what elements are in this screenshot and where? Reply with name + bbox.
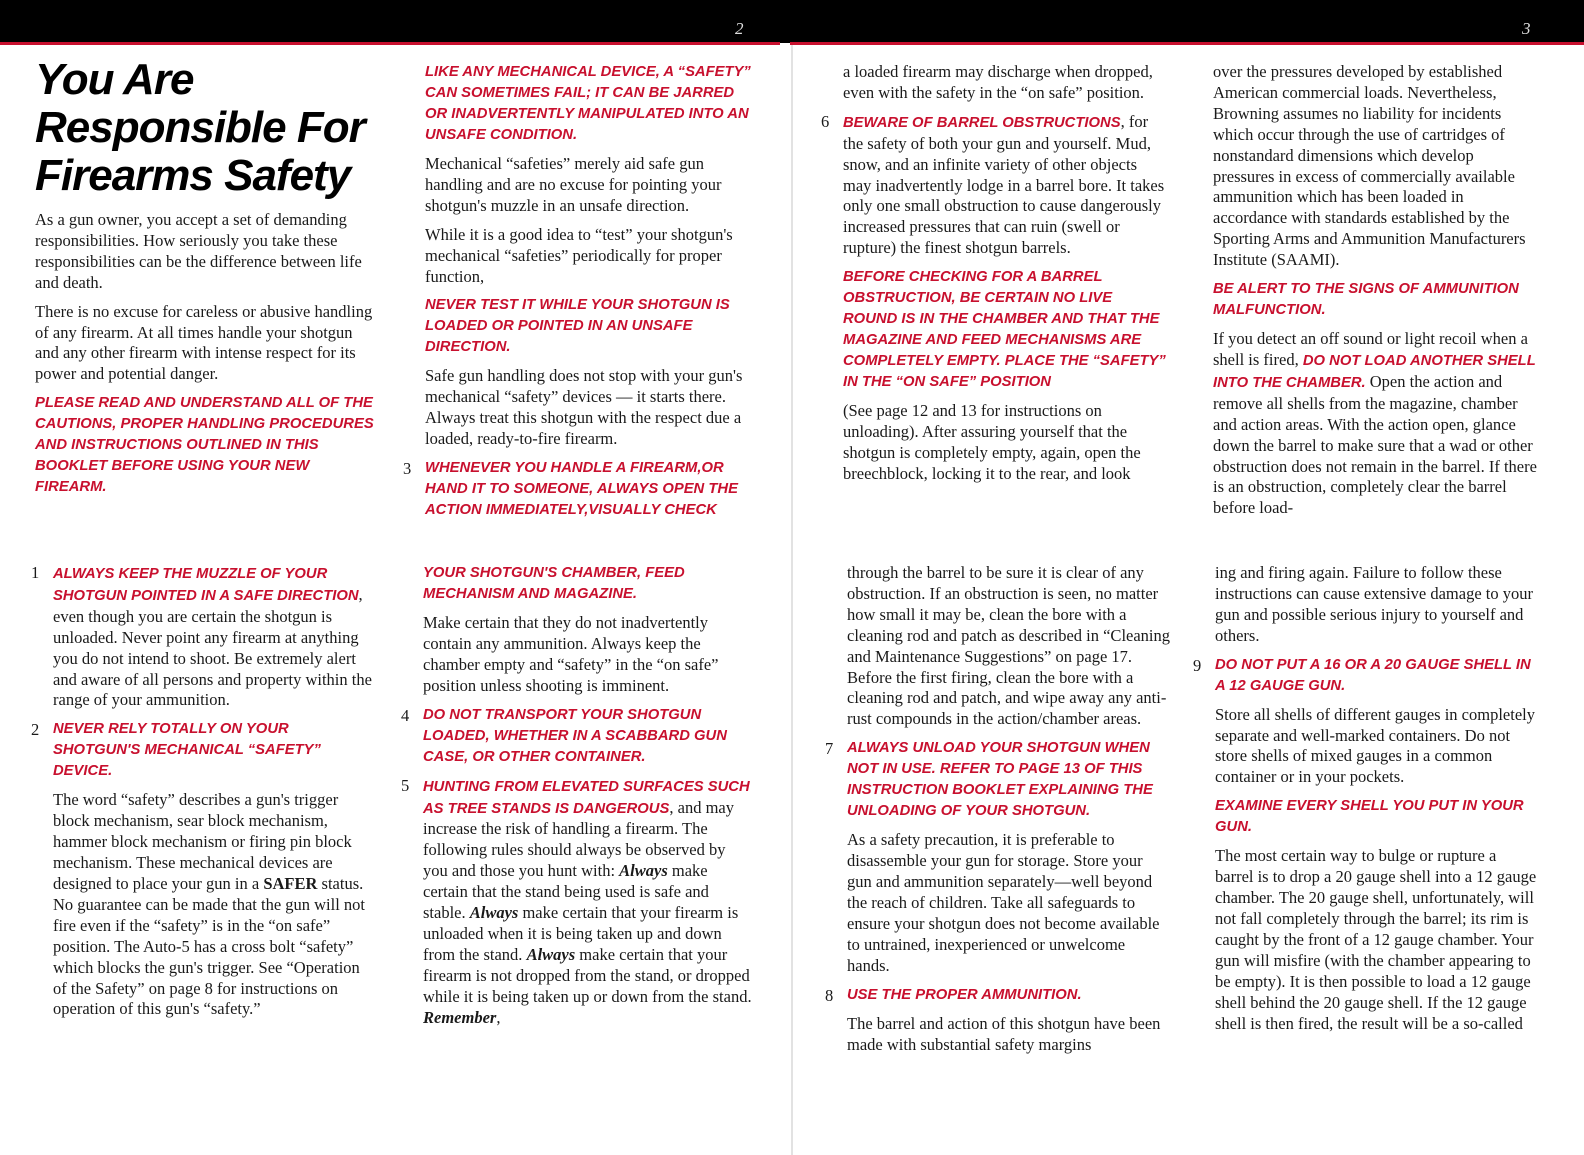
text: , and may increase the risk of handling a firearm. The following rules should always be observed by you and those you hunt with: bbox=[423, 797, 734, 881]
rule-2-text: NEVER RELY TOTALLY ON YOUR SHOTGUN'S MECHANICAL “SAFETY” DEVICE. bbox=[53, 721, 321, 780]
rule-3-heading bbox=[403, 458, 755, 521]
rule-7-text: ALWAYS UNLOAD YOUR SHOTGUN WHEN NOT IN USE. REFER TO PAGE 13 OF THIS INSTRUCTION BOOKLET EXPLAINING THE UNLOADING OF YOUR SHOTGUN. bbox=[847, 740, 1153, 820]
rule-number: 7 bbox=[825, 739, 834, 759]
text: If you detect an off sound or light recoil when a shell is fired, bbox=[1213, 329, 1528, 369]
page-number-right: 3 bbox=[1522, 19, 1531, 38]
rule-4-heading bbox=[401, 705, 753, 768]
intro-paragraph-2: There is no excuse for careless or abusive handling of any firearm. At all times handle your shotgun and any other firearm with intense respect for its power and potential danger. bbox=[35, 301, 373, 384]
rule-8-heading bbox=[825, 985, 1171, 1006]
dropped-paragraph: a loaded firearm may discharge when dropped, even with the safety in the “on safe” position. bbox=[843, 62, 1153, 102]
column-2 bbox=[403, 62, 755, 529]
text: , bbox=[496, 1007, 501, 1027]
remember-word: Remember bbox=[423, 1007, 497, 1027]
rule-1-heading: ALWAYS KEEP THE MUZZLE OF YOUR SHOTGUN POINTED IN A SAFE DIRECTION bbox=[53, 566, 359, 604]
rule-number: 6 bbox=[821, 111, 830, 131]
examine-heading: EXAMINE EVERY SHELL YOU PUT IN YOUR GUN. bbox=[1215, 798, 1524, 836]
rule-number: 3 bbox=[403, 459, 412, 479]
rule-6-text: , for the safety of both your gun and yourself. Mud, snow, and an infinite variety of other objects may inadvertently lodge in a barrel bore. It takes only one small obstruction to cause dangerously increased pressures that can ruin (swell or rupture) the finest shotgun barrels. bbox=[843, 111, 1165, 258]
rule-number: 5 bbox=[401, 775, 410, 795]
storage-paragraph: As a safety precaution, it is preferable to disassemble your gun for storage. Store your gun and ammunition separately—well beyond the reach of children. Take all safeguards to ensure your shotgun does not become available to untrained, inexperienced or unwelcome hands. bbox=[847, 830, 1160, 975]
text: make certain that your firearm is not dropped from the stand, or dropped while it is being taken up or down from the stand. bbox=[423, 944, 752, 1006]
rule-8-text: USE THE PROPER AMMUNITION. bbox=[847, 986, 1082, 1003]
page-number-left: 2 bbox=[735, 19, 744, 38]
malfunction-heading: BE ALERT TO THE SIGNS OF AMMUNITION MALFUNCTION. bbox=[1213, 281, 1519, 319]
column-3 bbox=[821, 62, 1167, 493]
rule-number: 1 bbox=[31, 563, 40, 582]
unloading-paragraph: (See page 12 and 13 for instructions on unloading). After assuring yourself that the shotgun is completely empty, again, open the breechblock, locking it to the rear, and look bbox=[843, 401, 1141, 483]
rule-4-text: DO NOT TRANSPORT YOUR SHOTGUN LOADED, WHETHER IN A SCABBARD GUN CASE, OR OTHER CONTAINER. bbox=[423, 706, 727, 765]
column-6 bbox=[401, 563, 753, 1029]
column-4 bbox=[1213, 62, 1538, 527]
rule-9-heading bbox=[1193, 655, 1538, 697]
cleaning-paragraph: through the barrel to be sure it is clear of any obstruction. If an obstruction is seen, no matter how small it may be, clean the bore with a cleaning rod and patch as described in “Cleaning and Maintenance Suggestions” on page 17. Before the first firing, clean the bore with a cleaning rod and patch, and wipe away any anti-rust compounds in the action/chamber areas. bbox=[847, 563, 1171, 729]
rule-number: 8 bbox=[825, 985, 834, 1005]
text: make certain that the stand being used is safe and stable. bbox=[423, 861, 709, 923]
rule-3-text: WHENEVER YOU HANDLE A FIREARM,OR HAND IT TO SOMEONE, ALWAYS OPEN THE ACTION IMMEDIATELY,VISUALLY CHECK bbox=[425, 460, 738, 519]
safeties-paragraph: Mechanical “safeties” merely aid safe gun handling and are no excuse for pointing your shotgun's muzzle in an unsafe direction. bbox=[425, 154, 722, 215]
rule-5 bbox=[401, 776, 753, 1029]
top-black-bar bbox=[0, 0, 1584, 43]
right-red-rule bbox=[790, 42, 1584, 45]
always-word: Always bbox=[619, 861, 668, 881]
intro-paragraph: As a gun owner, you accept a set of demanding responsibilities. How seriously you take these responsibilities can be the difference between life and death. bbox=[35, 210, 362, 292]
always-word: Always bbox=[469, 903, 519, 923]
do-not-load-warning: DO NOT LOAD ANOTHER SHELL INTO THE CHAMBER. bbox=[1213, 352, 1536, 391]
safety-fail-heading: LIKE ANY MECHANICAL DEVICE, A “SAFETY” CAN SOMETIMES FAIL; IT CAN BE JARRED OR INADVERTENTLY MANIPULATED INTO AN UNSAFE CONDITION. bbox=[425, 64, 751, 143]
never-test-heading: NEVER TEST IT WHILE YOUR SHOTGUN IS LOADED OR POINTED IN AN UNSAFE DIRECTION. bbox=[425, 297, 730, 356]
rule-6-heading: BEWARE OF BARREL OBSTRUCTIONS bbox=[843, 114, 1121, 131]
safe-handling-paragraph: Safe gun handling does not stop with your gun's mechanical “safety” devices — it starts there. Always treat this shotgun with the respect due a loaded, ready-to-fire firearm. bbox=[425, 366, 743, 449]
malfunction-paragraph bbox=[1213, 329, 1538, 519]
page-title: You Are Responsible For Firearms Safety bbox=[35, 55, 365, 200]
text: The word “safety” describes a gun's trigger block mechanism, sear block mechanism, hammer block mechanism or firing pin block mechanism. These mechanical devices are designed to place your gun in a bbox=[53, 790, 352, 893]
column-8 bbox=[1193, 563, 1538, 1042]
rule-9-text: DO NOT PUT A 16 OR A 20 GAUGE SHELL IN A 12 GAUGE GUN. bbox=[1215, 656, 1531, 694]
page-gutter bbox=[791, 45, 793, 1155]
gauges-paragraph: Store all shells of different gauges in completely separate and well-marked containers. Do not store shells of mixed gauges in a common container or in your pockets. bbox=[1215, 704, 1535, 787]
rule-number: 9 bbox=[1193, 655, 1202, 675]
always-word: Always bbox=[526, 944, 576, 964]
text: status. No guarantee can be made that the gun will not fire even if the “safety” is in the “on safe” position. The Auto-5 has a cross bolt “safety” which blocks the gun's trigger. See “Operation of the Safety” on page 8 for instructions on operation of this gun's “safety.” bbox=[53, 873, 366, 1019]
rule-number: 2 bbox=[31, 720, 40, 740]
pressures-paragraph: over the pressures developed by established American commercial loads. Nevertheless, Browning assumes no liability for incidents which occur through the use of cartridges of nonstandard dimensions which develop pressures in excess of commercially available ammunition which has been loaded in accordance with standards established by the Sporting Arms and Ammunition Manufacturers Institute (SAAMI). bbox=[1213, 62, 1526, 270]
rupture-paragraph: The most certain way to bulge or rupture a barrel is to drop a 20 gauge shell into a 12 gauge chamber. The 20 gauge shell, unfortunately, will not fall completely through the barrel; its rim is caught by the front of a 12 gauge chamber. Your gun will misfire (with the chamber appearing to be empty). It is then possible to load a 12 gauge shell behind the 20 gauge shell. If the 12 gauge shell is then fired, the result will be a so-called bbox=[1215, 846, 1537, 1033]
rule-7-heading bbox=[825, 738, 1171, 822]
barrel-check-heading: BEFORE CHECKING FOR A BARREL OBSTRUCTION, BE CERTAIN NO LIVE ROUND IS IN THE CHAMBER AND THAT THE MAGAZINE AND FEED MECHANISMS ARE COMPLETELY EMPTY. PLACE THE “SAFETY” IN THE “ON SAFE” POSITION bbox=[843, 269, 1166, 391]
column-7 bbox=[825, 563, 1171, 1063]
chamber-heading: YOUR SHOTGUN'S CHAMBER, FEED MECHANISM AND MAGAZINE. bbox=[423, 565, 685, 602]
rule-1 bbox=[31, 563, 376, 711]
rule-2-heading bbox=[31, 719, 376, 782]
text: Open the action and remove all shells from the magazine, chamber and action areas. With the action open, glance down the barrel to make sure that a wad or other obstruction does not remain in the barrel. If there is an obstruction, completely clear the barrel before load- bbox=[1213, 371, 1537, 518]
margins-paragraph: The barrel and action of this shotgun have been made with substantial safety margins bbox=[847, 1013, 1161, 1054]
read-warning: PLEASE READ AND UNDERSTAND ALL OF THE CAUTIONS, PROPER HANDLING PROCEDURES AND INSTRUCTIONS OUTLINED IN THIS BOOKLET BEFORE USING YOUR NEW FIREARM. bbox=[35, 395, 374, 496]
intro-column bbox=[35, 56, 380, 506]
rule-5-heading: HUNTING FROM ELEVATED SURFACES SUCH AS TREE STANDS IS DANGEROUS bbox=[423, 778, 750, 817]
chamber-paragraph: Make certain that they do not inadvertently contain any ammunition. Always keep the chamber empty and “safety” in the “on safe” position unless shooting is imminent. bbox=[423, 613, 719, 695]
rule-1-text: , even though you are certain the shotgun is unloaded. Never point any firearm at anything you do not intend to shoot. Be extremely alert and aware of all persons and property within the range of your ammunition. bbox=[53, 584, 372, 710]
safer-word: SAFER bbox=[263, 873, 318, 893]
safety-description-paragraph bbox=[31, 790, 376, 1020]
left-red-rule bbox=[0, 42, 780, 45]
firing-paragraph: ing and firing again. Failure to follow these instructions can cause extensive damage to your gun and possible serious injury to yourself and others. bbox=[1215, 563, 1533, 645]
column-5 bbox=[31, 563, 376, 1028]
rule-number: 4 bbox=[401, 705, 410, 725]
rule-6 bbox=[821, 112, 1167, 259]
text: make certain that your firearm is unloaded when it is being taken up and down from the stand. bbox=[423, 903, 739, 964]
test-paragraph: While it is a good idea to “test” your shotgun's mechanical “safeties” periodically for proper function, bbox=[425, 224, 733, 286]
